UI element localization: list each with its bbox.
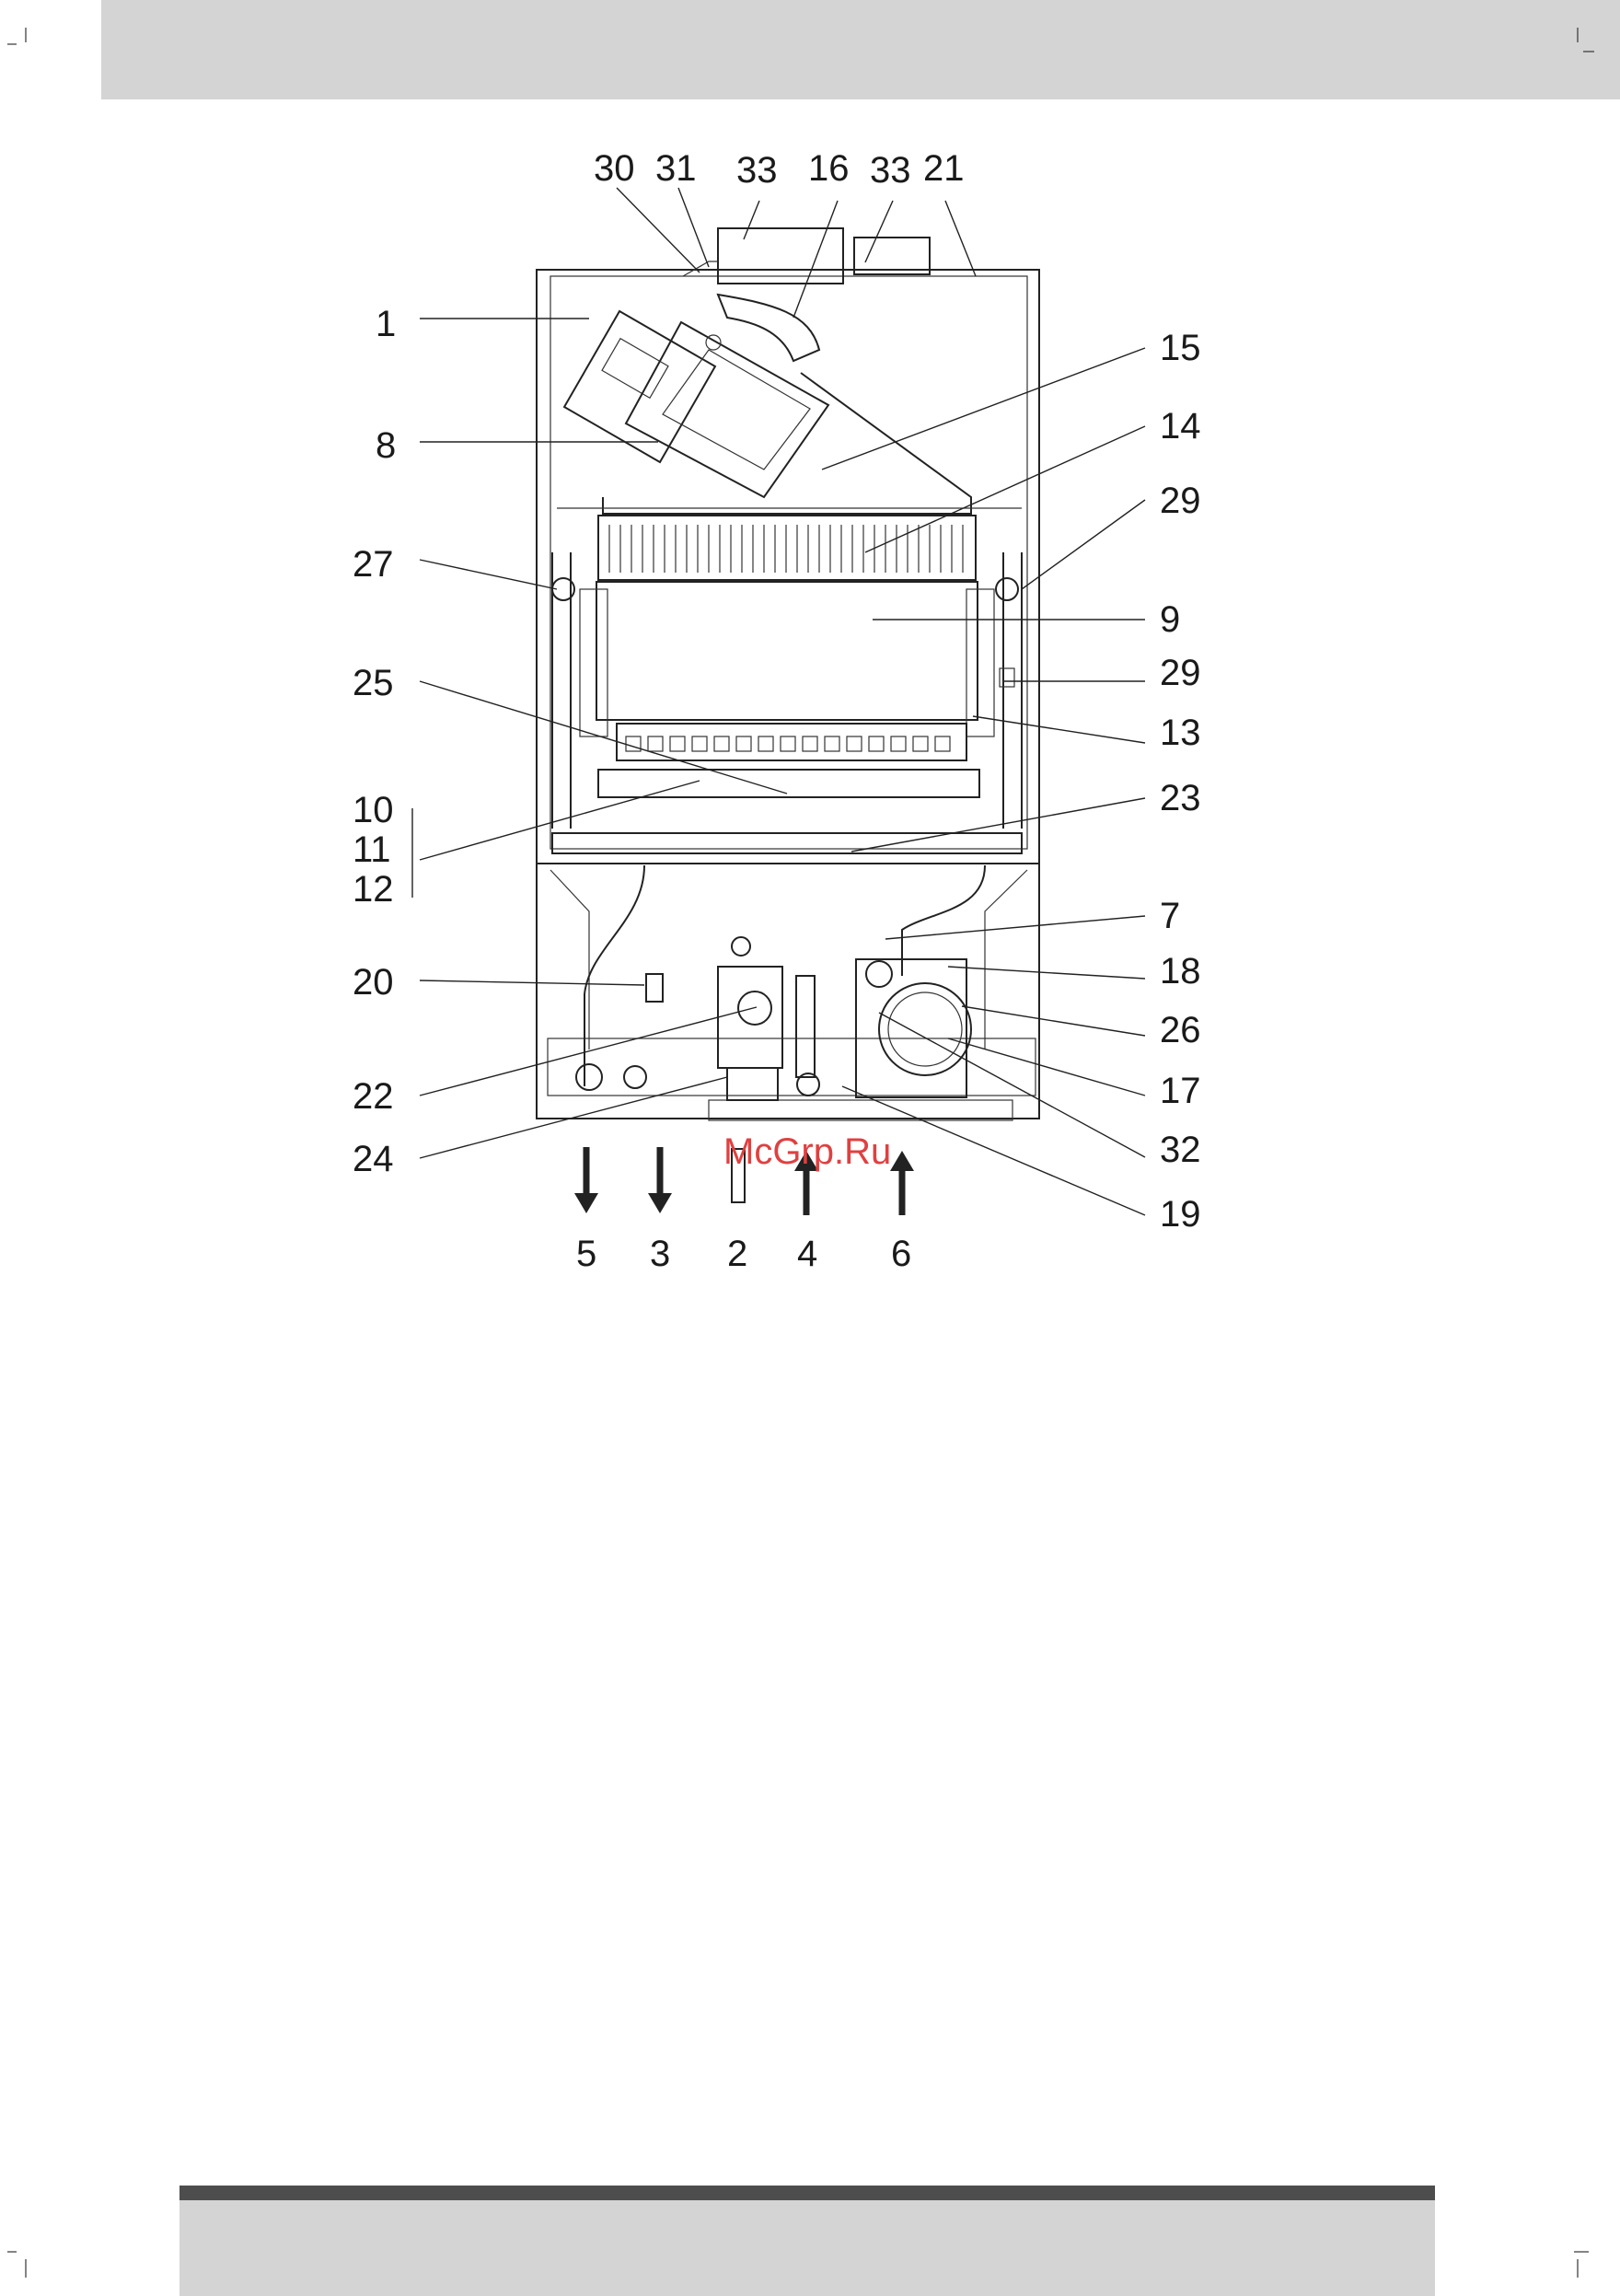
callout-7: 7 xyxy=(1160,896,1181,936)
callout-13: 13 xyxy=(1160,713,1201,753)
callout-1: 1 xyxy=(376,304,397,344)
callout-33a: 33 xyxy=(736,150,778,191)
callout-8: 8 xyxy=(376,425,397,466)
callout-labels-top xyxy=(594,148,965,191)
callout-26: 26 xyxy=(1160,1010,1201,1050)
callout-23: 23 xyxy=(1160,778,1201,818)
callout-12: 12 xyxy=(353,869,394,910)
callout-labels-right xyxy=(1160,328,1201,1235)
callout-17: 17 xyxy=(1160,1071,1201,1111)
callout-15: 15 xyxy=(1160,328,1201,368)
callout-9: 9 xyxy=(1160,599,1181,640)
callout-6: 6 xyxy=(891,1234,912,1274)
callout-16: 16 xyxy=(808,148,850,189)
callout-29a: 29 xyxy=(1160,481,1201,521)
callout-labels-bottom xyxy=(576,1234,911,1274)
callout-24: 24 xyxy=(353,1139,394,1179)
callout-14: 14 xyxy=(1160,406,1201,446)
heat-exchanger xyxy=(598,516,976,580)
gas-valve-assembly xyxy=(564,311,828,497)
callout-19: 19 xyxy=(1160,1194,1201,1235)
callout-11: 11 xyxy=(353,829,391,870)
callout-21: 21 xyxy=(923,148,965,189)
callout-18: 18 xyxy=(1160,951,1201,991)
hydraulic-group xyxy=(576,865,985,1100)
callout-10: 10 xyxy=(353,790,394,830)
callout-33b: 33 xyxy=(870,150,911,191)
callout-25: 25 xyxy=(353,663,394,703)
callout-5: 5 xyxy=(576,1234,597,1274)
combustion-chamber xyxy=(552,552,1022,829)
callout-29b: 29 xyxy=(1160,653,1201,693)
callout-30: 30 xyxy=(594,148,635,189)
callout-labels-left xyxy=(353,304,396,1179)
callout-22: 22 xyxy=(353,1076,394,1117)
callout-4: 4 xyxy=(797,1234,818,1274)
callout-31: 31 xyxy=(655,148,697,189)
callout-3: 3 xyxy=(650,1234,671,1274)
boiler-casing xyxy=(537,270,1039,1120)
flue-outlets xyxy=(683,228,930,361)
callout-2: 2 xyxy=(727,1234,748,1274)
callout-27: 27 xyxy=(353,544,394,585)
callout-32: 32 xyxy=(1160,1130,1201,1170)
watermark: McGrp.Ru xyxy=(723,1131,892,1172)
callout-20: 20 xyxy=(353,962,394,1003)
